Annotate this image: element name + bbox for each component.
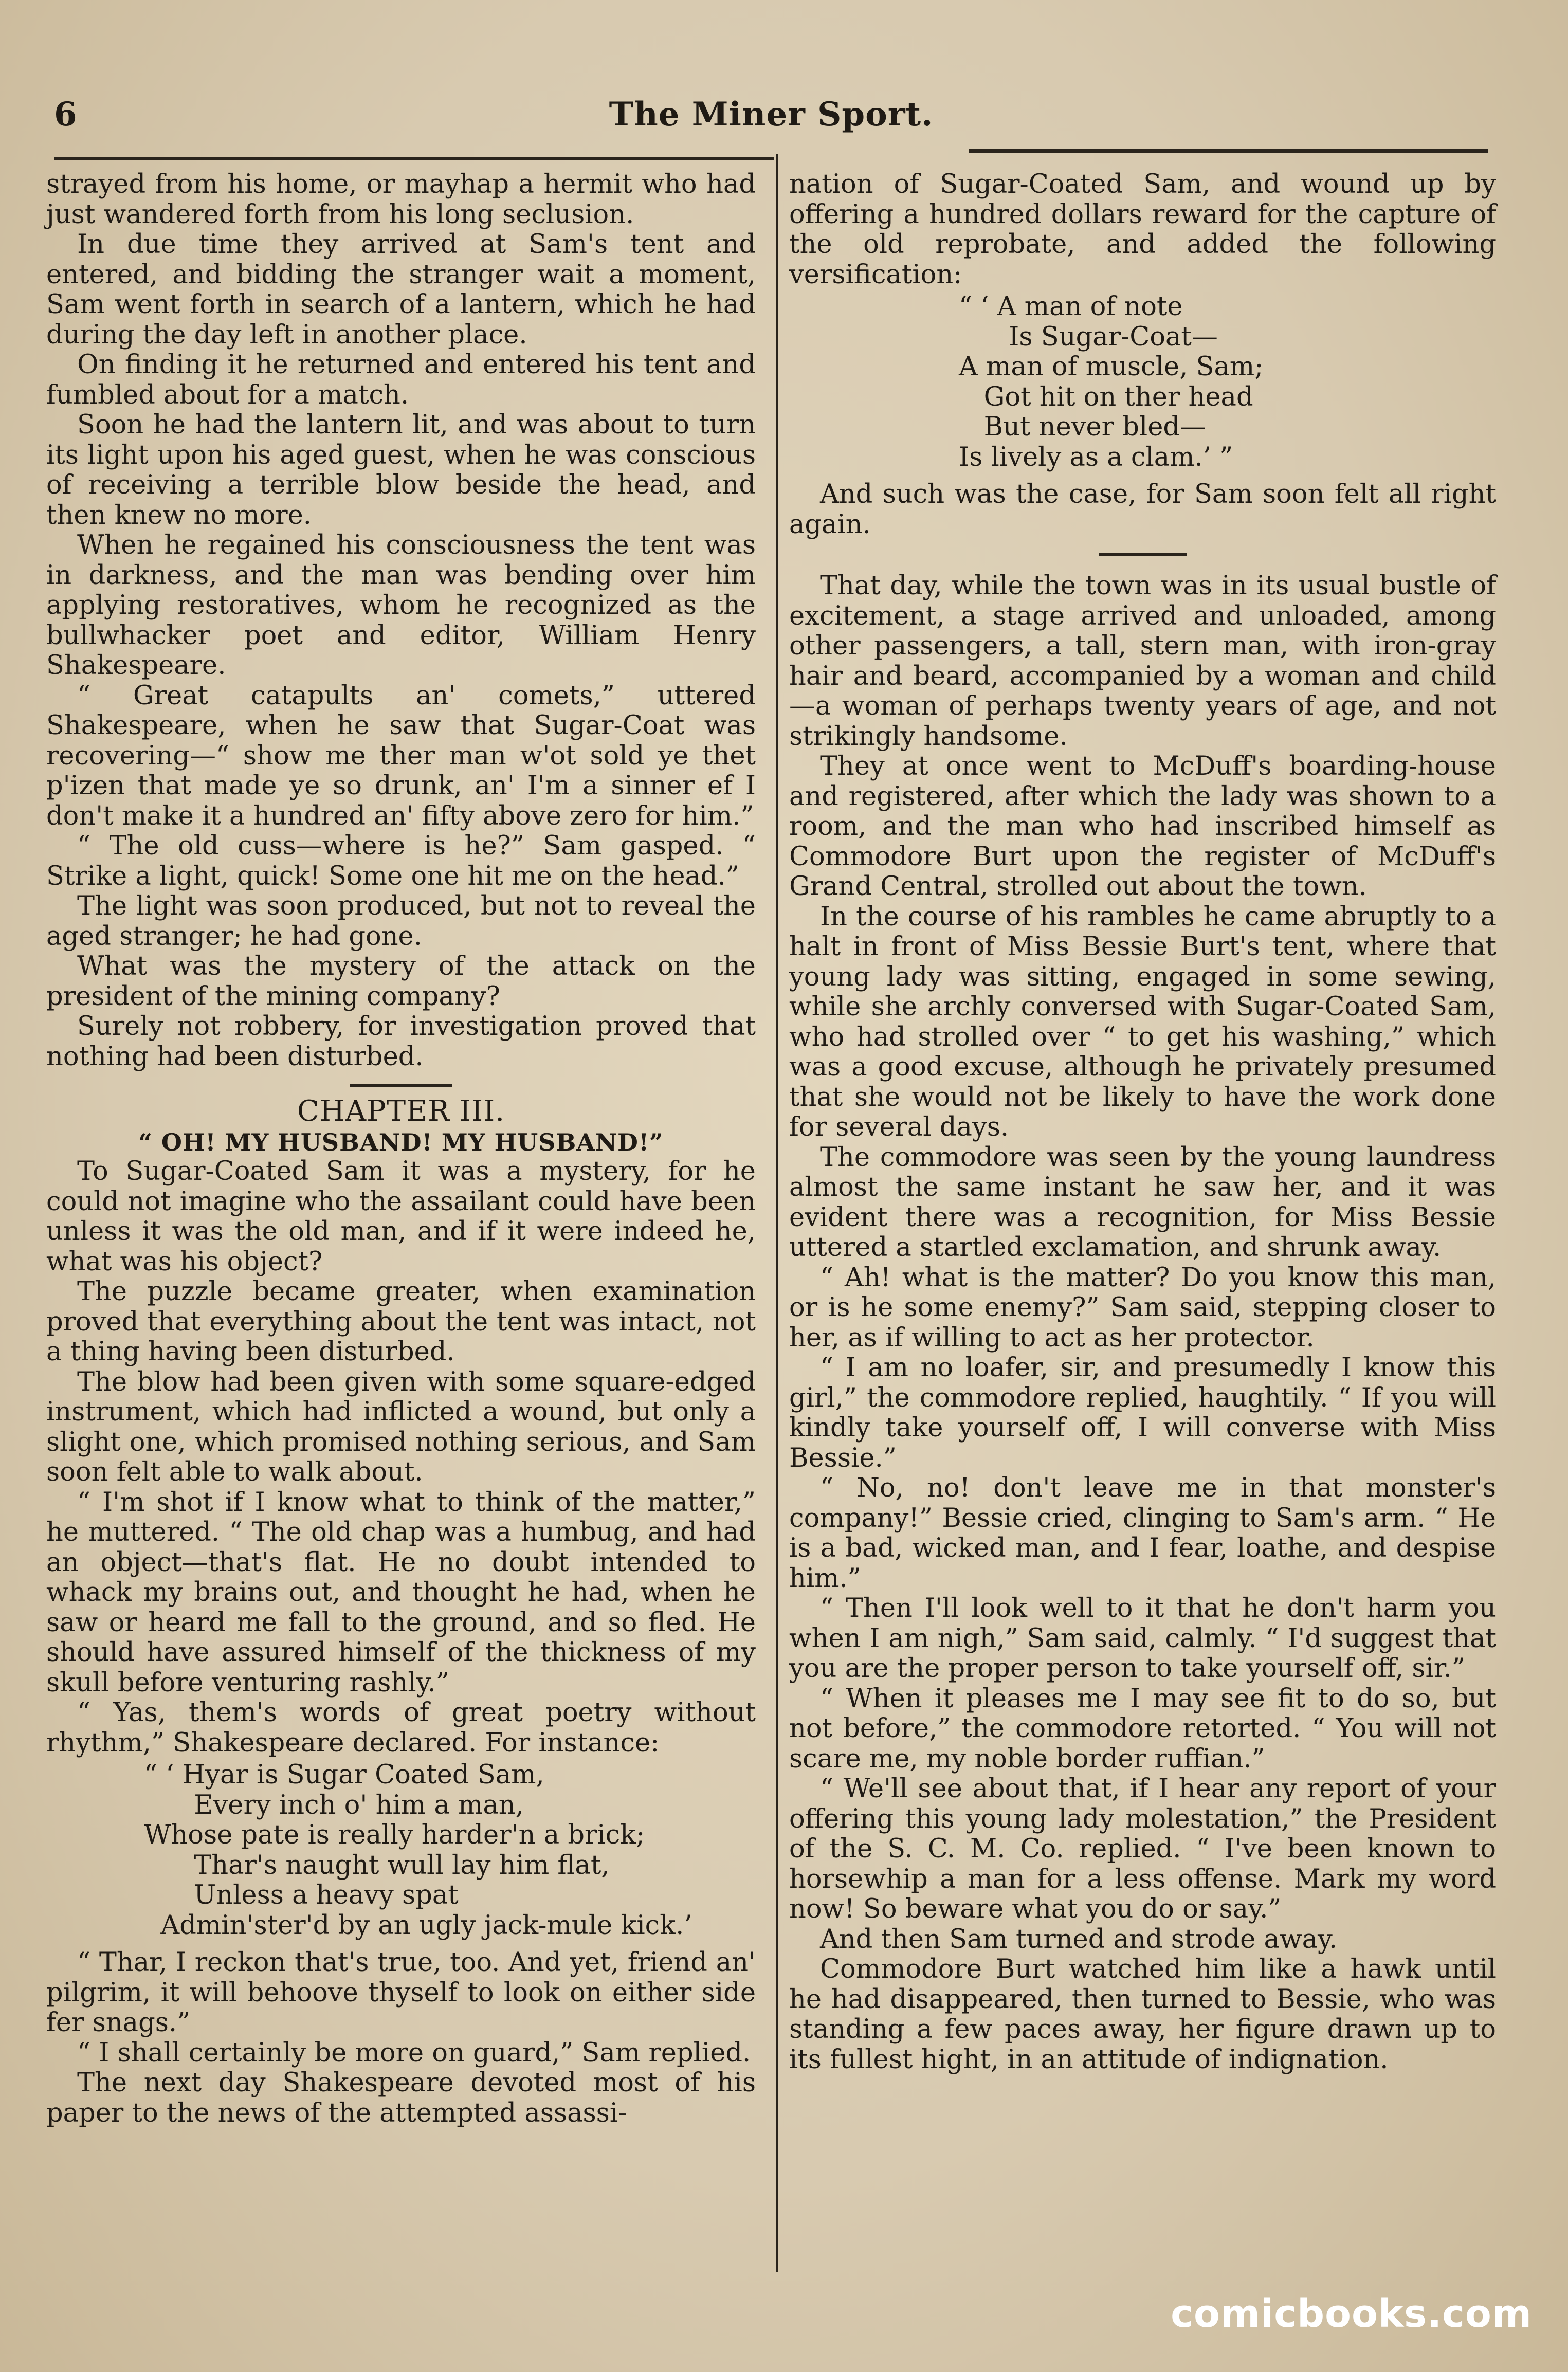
paragraph: The next day Shakespeare devoted most of his paper to the news of the attempted assassi- — [46, 2068, 756, 2128]
paragraph: And such was the case, for Sam soon felt all right again. — [789, 479, 1496, 540]
paragraph: On finding it he returned and entered his tent and fumbled about for a match. — [46, 350, 756, 410]
verse-line: Is lively as a clam.’ ” — [959, 442, 1233, 472]
paragraph: The commodore was seen by the young laundress almost the same instant he saw her, and it was evident there was a recognition, for Miss Bessie uttered a startled exclamation, and shrunk away. — [789, 1142, 1496, 1263]
verse-line: Admin'ster'd by an ugly jack-mule kick.’ — [144, 1910, 692, 1941]
paragraph: Surely not robbery, for investigation proved that nothing had been disturbed. — [46, 1011, 756, 1072]
verse-block — [789, 292, 1496, 472]
paragraph: “ Ah! what is the matter? Do you know this man, or is he some enemy?” Sam said, stepping closer to her, as if willing to act as her protector. — [789, 1262, 1496, 1353]
left-column — [46, 170, 756, 2128]
paragraph: “ We'll see about that, if I hear any report of your offering this young lady molestation,” the President of the S. C. M. Co. replied. “ I've been known to horsewhip a man for a less offense. Mark my word now! So beware what you do or say.” — [789, 1774, 1496, 1924]
paragraph: What was the mystery of the attack on the president of the mining company? — [46, 951, 756, 1012]
paragraph: “ The old cuss—where is he?” Sam gasped. “ Strike a light, quick! Some one hit me on the head.” — [46, 831, 756, 891]
section-rule — [1099, 553, 1187, 556]
chapter-subtitle: “ OH! MY HUSBAND! MY HUSBAND!” — [138, 1128, 664, 1156]
running-title: The Miner Sport. — [609, 95, 934, 134]
verse-line: Whose pate is really harder'n a brick; — [144, 1820, 645, 1850]
paragraph: “ I'm shot if I know what to think of the matter,” he muttered. “ The old chap was a humbug, and had an object—that's flat. He no doubt intended to whack my brains out, and thought he had, when he saw or heard me fall to the ground, and so fled. He should have assured himself of the thickness of my skull before venturing rashly.” — [46, 1487, 756, 1698]
paragraph: When he regained his consciousness the tent was in darkness, and the man was bending over him applying restoratives, whom he recognized as the bullwhacker poet and editor, William Henry Shakespeare. — [46, 530, 756, 681]
verse-line: Thar's naught wull lay him flat, — [144, 1850, 610, 1881]
paragraph: “ Then I'll look well to it that he don't harm you when I am nigh,” Sam said, calmly. “ I'd suggest that you are the proper person to take yourself off, sir.” — [789, 1593, 1496, 1684]
page-header — [49, 90, 1493, 136]
verse-line: Got hit on ther head — [959, 381, 1253, 412]
verse-line: Is Sugar-Coat— — [959, 321, 1218, 352]
verse-line: A man of muscle, Sam; — [959, 352, 1264, 382]
paragraph: Soon he had the lantern lit, and was about to turn its light upon his aged guest, when he was conscious of receiving a terrible blow beside the head, and then knew no more. — [46, 410, 756, 531]
chapter-title: CHAPTER III. — [297, 1094, 505, 1128]
verse-line: Every inch o' him a man, — [144, 1790, 524, 1820]
paragraph: “ Great catapults an' comets,” uttered Shakespeare, when he saw that Sugar-Coat was recovering—“ show me ther man w'ot sold ye thet p'izen that made ye so drunk, an' I'm a sinner ef I don't make it a hundred an' fifty above zero for him.” — [46, 680, 756, 831]
paragraph: “ Thar, I reckon that's true, too. And yet, friend an' pilgrim, it will behoove thyself to look on either side fer snags.” — [46, 1947, 756, 2038]
watermark: comicbooks.com — [1171, 2292, 1532, 2336]
paragraph: In the course of his rambles he came abruptly to a halt in front of Miss Bessie Burt's tent, where that young lady was sitting, engaged in some sewing, while she archly conversed with Sugar-Coated Sam, who had strolled over “ to get his washing,” which was a good excuse, although he privately presumed that she would not be likely to have the work done for several days. — [789, 901, 1496, 1142]
paragraph: The light was soon produced, but not to reveal the aged stranger; he had gone. — [46, 891, 756, 952]
paragraph: “ Yas, them's words of great poetry without rhythm,” Shakespeare declared. For instance: — [46, 1698, 756, 1758]
column-divider — [776, 154, 778, 2272]
paragraph: “ I shall certainly be more on guard,” Sam replied. — [77, 2037, 751, 2068]
paragraph: “ No, no! don't leave me in that monster's company!” Bessie cried, clinging to Sam's arm. “ He is a bad, wicked man, and I fear, loathe, and despise him.” — [789, 1473, 1496, 1594]
verse-block — [46, 1760, 756, 1941]
verse-line: But never bled— — [959, 412, 1207, 442]
paragraph: To Sugar-Coated Sam it was a mystery, for he could not imagine who the assailant could have been unless it was the old man, and if it were indeed he, what was his object? — [46, 1156, 756, 1277]
chapter-rule — [350, 1084, 452, 1087]
right-column — [789, 170, 1496, 2075]
paragraph: The puzzle became greater, when examination proved that everything about the tent was intact, not a thing having been disturbed. — [46, 1276, 756, 1367]
paragraph: nation of Sugar-Coated Sam, and wound up by offering a hundred dollars reward for the capture of the old reprobate, and added the following versification: — [789, 169, 1496, 290]
paragraph: In due time they arrived at Sam's tent and entered, and bidding the stranger wait a moment, Sam went forth in search of a lantern, which he had during the day left in another place. — [46, 229, 756, 350]
header-rule-right — [969, 149, 1488, 153]
paragraph: They at once went to McDuff's boarding-house and registered, after which the lady was shown to a room, and the man who had inscribed himself as Commodore Burt upon the register of McDuff's Grand Central, strolled out about the town. — [789, 751, 1496, 902]
paragraph: Commodore Burt watched him like a hawk until he had disappeared, then turned to Bessie, who was standing a few paces away, her figure drawn up to its fullest hight, in an attitude of indignation. — [789, 1954, 1496, 2075]
paragraph: The blow had been given with some square-edged instrument, which had inflicted a wound, but only a slight one, which promised nothing serious, and Sam soon felt able to walk about. — [46, 1366, 756, 1487]
paragraph: And then Sam turned and strode away. — [820, 1924, 1338, 1955]
paragraph: strayed from his home, or mayhap a hermit who had just wandered forth from his long seclusion. — [46, 169, 756, 230]
header-rule-left — [54, 157, 774, 160]
page-number: 6 — [54, 95, 77, 134]
paragraph: “ I am no loafer, sir, and presumedly I know this girl,” the commodore replied, haughtily. “ If you will kindly take yourself off, I will converse with Miss Bessie.” — [789, 1353, 1496, 1473]
verse-line: “ ‘ A man of note — [959, 291, 1183, 322]
paragraph: That day, while the town was in its usual bustle of excitement, a stage arrived and unloaded, among other passengers, a tall, stern man, with iron-gray hair and beard, accompanied by a woman and child—a woman of perhaps twenty years of age, and not strikingly handsome. — [789, 571, 1496, 752]
paragraph: “ When it pleases me I may see fit to do so, but not before,” the commodore retorted. “ You will not scare me, my noble border ruffian.” — [789, 1683, 1496, 1774]
verse-line: “ ‘ Hyar is Sugar Coated Sam, — [144, 1760, 544, 1790]
verse-line: Unless a heavy spat — [144, 1880, 459, 1910]
